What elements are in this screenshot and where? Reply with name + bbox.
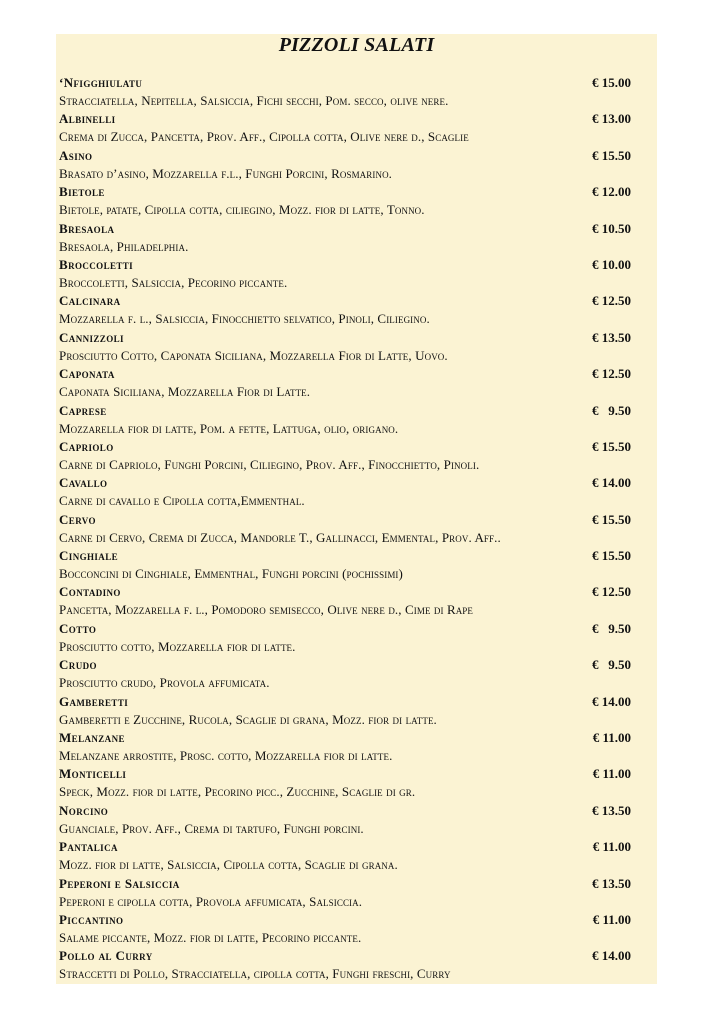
item-name: Cinghiale: [59, 548, 118, 564]
item-name: Calcinara: [59, 293, 121, 309]
item-price: € 12.00: [592, 184, 631, 200]
item-description: Prosciutto crudo, Provola affumicata.: [59, 675, 270, 691]
item-name: ‘Nfigghiulatu: [59, 75, 143, 90]
item-name: Bietole: [59, 184, 105, 200]
item-price: € 12.50: [592, 366, 631, 382]
item-name: Pantalica: [59, 839, 118, 855]
item-description: Guanciale, Prov. Aff., Crema di tartufo, Funghi porcini.: [59, 820, 364, 836]
item-name: Norcino: [59, 802, 109, 818]
item-description: Straccetti di Pollo, Stracciatella, cipolla cotta, Funghi freschi, Curry: [59, 966, 451, 982]
item-description: Salame piccante, Mozz. fior di latte, Pecorino piccante.: [59, 929, 362, 945]
item-description: Prosciutto Cotto, Caponata Siciliana, Mozzarella Fior di Latte, Uovo.: [59, 347, 448, 363]
menu-item: [59, 365, 631, 401]
item-name: Crudo: [59, 657, 97, 673]
item-price: € 10.50: [592, 220, 631, 236]
item-price: € 14.00: [592, 693, 631, 709]
menu-item: [59, 875, 631, 911]
item-description: Stracciatella, Nepitella, Salsiccia, Fichi secchi, Pom. secco, olive nere.: [59, 93, 449, 108]
item-name: Contadino: [59, 584, 121, 600]
item-name: Cavallo: [59, 475, 108, 491]
menu-item: [59, 256, 631, 292]
menu-item: [59, 838, 631, 874]
menu-item: [59, 620, 631, 656]
menu-list: [59, 74, 631, 984]
item-description: Brasato d’asino, Mozzarella f.l., Funghi Porcini, Rosmarino.: [59, 165, 393, 181]
item-name: Broccoletti: [59, 256, 134, 272]
item-description: Gamberetti e Zucchine, Rucola, Scaglie di grana, Mozz. fior di latte.: [59, 711, 437, 727]
menu-page: [56, 34, 657, 984]
item-description: Mozzarella fior di latte, Pom. a fette, Lattuga, olio, origano.: [59, 420, 399, 436]
item-name: Gamberetti: [59, 693, 129, 709]
item-price: € 10.00: [592, 256, 631, 272]
item-description: Bresaola, Philadelphia.: [59, 238, 189, 254]
item-description: Bietole, patate, Cipolla cotta, ciliegino, Mozz. fior di latte, Tonno.: [59, 202, 425, 218]
item-price: € 11.00: [592, 766, 631, 782]
item-price: € 9.50: [592, 657, 631, 673]
item-price: € 9.50: [592, 402, 631, 418]
item-name: Peperoni e Salsiccia: [59, 875, 180, 891]
item-description: Speck, Mozz. fior di latte, Pecorino picc., Zucchine, Scaglie di gr.: [59, 784, 416, 800]
item-price: € 15.50: [592, 147, 631, 163]
item-name: Cotto: [59, 620, 97, 636]
item-price: € 15.50: [592, 548, 631, 564]
item-description: Melanzane arrostite, Prosc. cotto, Mozzarella fior di latte.: [59, 748, 393, 764]
item-price: € 13.50: [592, 329, 631, 345]
item-name: Albinelli: [59, 111, 116, 127]
item-description: Bocconcini di Cinghiale, Emmenthal, Funghi porcini (pochissimi): [59, 566, 403, 582]
item-price: € 13.50: [592, 802, 631, 818]
item-name: Caprese: [59, 402, 107, 418]
menu-item: [59, 656, 631, 692]
item-description: Carne di Cervo, Crema di Zucca, Mandorle T., Gallinacci, Emmental, Prov. Aff..: [59, 529, 501, 545]
menu-item: [59, 147, 631, 183]
item-description: Peperoni e cipolla cotta, Provola affumicata, Salsiccia.: [59, 893, 363, 909]
item-name: Bresaola: [59, 220, 115, 236]
page-title: PIZZOLI SALATI: [278, 34, 435, 56]
item-price: € 15.50: [592, 438, 631, 454]
item-price: € 12.50: [592, 293, 631, 309]
item-price: € 15.00: [592, 75, 631, 90]
menu-item: [59, 729, 631, 765]
item-description: Caponata Siciliana, Mozzarella Fior di Latte.: [59, 384, 311, 400]
menu-item: [59, 511, 631, 547]
item-description: Prosciutto cotto, Mozzarella fior di latte.: [59, 638, 296, 654]
item-description: Pancetta, Mozzarella f. l., Pomodoro semisecco, Olive nere d., Cime di Rape: [59, 602, 474, 618]
item-name: Cannizzoli: [59, 329, 124, 345]
item-price: € 13.00: [592, 111, 631, 127]
item-description: Carne di cavallo e Cipolla cotta,Emmenthal.: [59, 493, 305, 509]
item-price: € 11.00: [592, 911, 631, 927]
item-price: € 9.50: [592, 620, 631, 636]
item-description: Carne di Capriolo, Funghi Porcini, Ciliegino, Prov. Aff., Finocchietto, Pinoli.: [59, 456, 480, 472]
menu-item: [59, 329, 631, 365]
menu-item: [59, 693, 631, 729]
item-name: Caponata: [59, 366, 115, 382]
item-name: Piccantino: [59, 911, 124, 927]
item-price: € 12.50: [592, 584, 631, 600]
item-name: Cervo: [59, 511, 96, 527]
item-price: € 11.00: [592, 730, 631, 746]
menu-item: [59, 802, 631, 838]
menu-item: [59, 292, 631, 328]
item-description: Mozzarella f. l., Salsiccia, Finocchietto selvatico, Pinoli, Ciliegino.: [59, 311, 430, 327]
item-name: Asino: [59, 147, 93, 163]
menu-item: [59, 947, 631, 983]
menu-item: [59, 438, 631, 474]
menu-item: [59, 474, 631, 510]
item-price: € 14.00: [592, 948, 631, 964]
menu-item: [59, 583, 631, 619]
item-description: Mozz. fior di latte, Salsiccia, Cipolla cotta, Scaglie di grana.: [59, 857, 398, 873]
menu-item: [59, 220, 631, 256]
menu-item: [59, 110, 631, 146]
item-name: Melanzane: [59, 730, 125, 746]
item-price: € 13.50: [592, 875, 631, 891]
menu-item: [59, 765, 631, 801]
item-price: € 15.50: [592, 511, 631, 527]
item-name: Monticelli: [59, 766, 127, 782]
item-price: € 11.00: [592, 839, 631, 855]
menu-item: [59, 74, 631, 110]
item-price: € 14.00: [592, 475, 631, 491]
menu-item: [59, 911, 631, 947]
menu-item: [59, 402, 631, 438]
menu-item: [59, 547, 631, 583]
item-name: Capriolo: [59, 438, 114, 454]
item-description: Crema di Zucca, Pancetta, Prov. Aff., Cipolla cotta, Olive nere d., Scaglie: [59, 129, 469, 145]
menu-item: [59, 183, 631, 219]
item-description: Broccoletti, Salsiccia, Pecorino piccante.: [59, 274, 288, 290]
item-name: Pollo al Curry: [59, 948, 153, 964]
